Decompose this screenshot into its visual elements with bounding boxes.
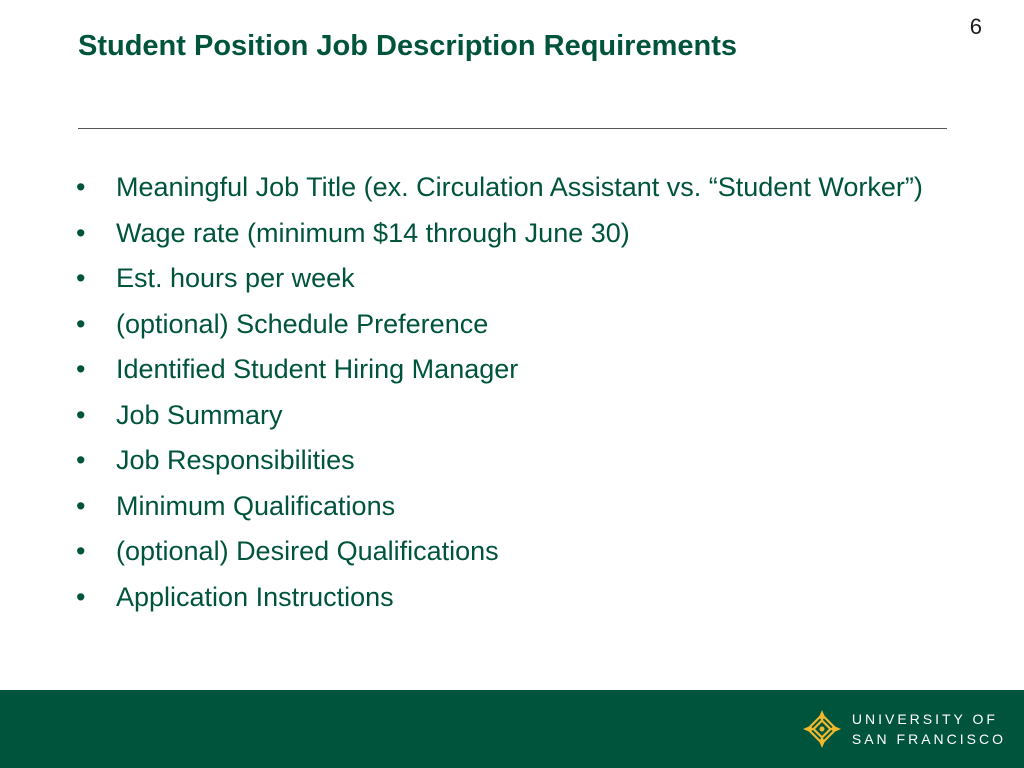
bullet-marker: •: [76, 445, 86, 475]
list-item: [76, 575, 956, 621]
bullet-marker: •: [76, 399, 86, 430]
list-item: [76, 393, 956, 439]
list-item-text: Job Summary: [116, 399, 283, 430]
bullet-marker: •: [76, 354, 86, 384]
list-item: [76, 211, 956, 257]
footer-bar: [0, 690, 1024, 768]
bullet-marker: •: [76, 263, 86, 293]
title-divider: [78, 128, 947, 129]
bullet-marker: •: [76, 490, 86, 521]
list-item: [76, 529, 956, 575]
list-item-text: Application Instructions: [116, 581, 394, 612]
list-item-text: Identified Student Hiring Manager: [116, 354, 519, 384]
bullet-marker: •: [76, 536, 86, 566]
list-item-text: Minimum Qualifications: [116, 490, 396, 521]
slide-title: Student Position Job Description Requirements: [78, 30, 738, 62]
bullet-marker: •: [76, 217, 86, 248]
bullet-marker: •: [76, 308, 86, 339]
logo-line-1: UNIVERSITY OF: [851, 711, 998, 727]
list-item-text: (optional) Schedule Preference: [116, 308, 489, 339]
list-item-text: Wage rate (minimum $14 through June 30): [116, 217, 630, 248]
list-item: [76, 256, 956, 302]
bullet-marker: •: [76, 581, 86, 612]
list-item: [76, 165, 956, 211]
list-item-text: (optional) Desired Qualifications: [116, 536, 499, 566]
requirements-list: [76, 165, 956, 620]
university-logo: [802, 709, 1006, 749]
bullet-marker: •: [76, 172, 86, 202]
logo-wordmark: [852, 709, 1006, 749]
list-item: [76, 438, 956, 484]
list-item: [76, 347, 956, 393]
list-item-text: Est. hours per week: [116, 263, 355, 293]
logo-line-2: SAN FRANCISCO: [851, 731, 1006, 747]
list-item-text: Job Responsibilities: [116, 445, 355, 475]
usf-cross-logo-icon: [802, 709, 842, 749]
list-item: [76, 302, 956, 348]
page-number: 6: [969, 14, 982, 39]
list-item: [76, 484, 956, 530]
list-item-text: Meaningful Job Title (ex. Circulation Assistant vs. “Student Worker”): [116, 172, 923, 202]
